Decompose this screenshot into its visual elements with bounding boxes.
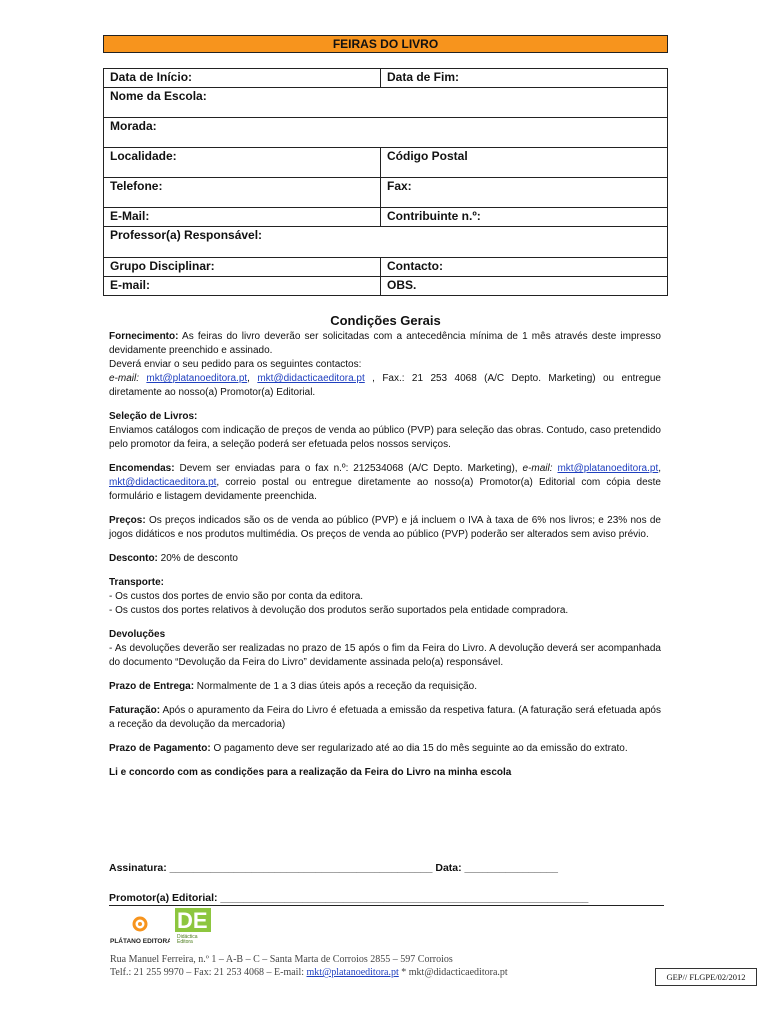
didactica-logo-text: Didáctica <box>177 934 198 940</box>
supply-contacts-rest: , Fax.: 21 253 4068 (A/C Depto. Marketing) ou entregue diretamente ao nosso(a) Promotor(a) Editorial. <box>109 373 661 398</box>
platano-email-link[interactable]: mkt@platanoeditora.pt <box>146 373 248 384</box>
discount-label: Desconto: <box>109 553 158 564</box>
didactica-email-link[interactable]: mkt@didacticaeditora.pt <box>257 373 365 384</box>
invoicing-paragraph <box>109 704 661 732</box>
orders-label: Encomendas: <box>109 463 175 474</box>
supply-paragraph <box>109 330 661 400</box>
payment-label: Prazo de Pagamento: <box>109 743 211 754</box>
delivery-text: Normalmente de 1 a 3 dias úteis após a receção da requisição. <box>194 681 477 692</box>
email-label: e-mail: <box>109 373 140 384</box>
start-date-field[interactable]: Data de Início: <box>104 69 381 88</box>
promoter-line[interactable]: Promotor(a) Editorial: _______________________________________________________________ <box>109 892 664 906</box>
editora-logo-text: Editora <box>177 939 193 944</box>
separator: , <box>658 463 662 474</box>
prices-text: Os preços indicados são os de venda ao público (PVP) e já incluem o IVA à taxa de 6% nos livros; e 23% nos de jogos didáticos e nos produtos multimédia. Os preços de venda ao público (PVP) poderão ser alterados sem aviso prévio. <box>109 515 661 540</box>
delivery-paragraph <box>109 680 661 694</box>
selection-paragraph <box>109 410 661 452</box>
footer <box>110 953 508 979</box>
returns-label: Devoluções <box>109 629 166 640</box>
school-info-form <box>103 68 668 296</box>
transport-line: - Os custos dos portes relativos à devolução dos produtos serão suportados pela entidade compradora. <box>109 605 569 616</box>
delivery-label: Prazo de Entrega: <box>109 681 195 692</box>
platano-leaf-icon <box>110 912 170 946</box>
supply-contacts <box>109 372 661 400</box>
returns-paragraph <box>109 628 661 670</box>
selection-text: Enviamos catálogos com indicação de preços de venda ao público (PVP) para seleção das obras. Contudo, caso pretendido pelo promotor da feira, a seleção poderá ser efetuada pelos nossos serviços. <box>109 425 661 450</box>
subject-group-field[interactable]: Grupo Disciplinar: <box>104 258 381 277</box>
agreement-paragraph <box>109 766 661 780</box>
orders-text-rest: , correio postal ou entregue diretamente ao nosso(a) Promotor(a) Editorial com cópia deste formulário e listagem devidamente preenchida. <box>109 477 661 502</box>
de-logo-icon <box>175 908 215 944</box>
footer-email2: * mkt@didacticaeditora.pt <box>398 967 508 978</box>
platano-logo <box>110 912 170 946</box>
prices-label: Preços: <box>109 515 146 526</box>
payment-text: O pagamento deve ser regularizado até ao dia 15 do mês seguinte ao da emissão do extrato. <box>210 743 628 754</box>
transport-line: - Os custos dos portes de envio são por conta da editora. <box>109 591 364 602</box>
conditions-body <box>109 330 661 790</box>
transport-paragraph <box>109 576 661 618</box>
locality-field[interactable]: Localidade: <box>104 148 381 178</box>
invoicing-text: Após o apuramento da Feira do Livro é efetuada a emissão da respetiva fatura. (A faturação será efetuada após a receção da devolução da mercadoria) <box>109 705 661 730</box>
didactica-email-link[interactable]: mkt@didacticaeditora.pt <box>109 477 217 488</box>
footer-address: Rua Manuel Ferreira, n.º 1 – A-B – C – Santa Marta de Corroios 2855 – 597 Corroios <box>110 954 453 965</box>
prices-paragraph <box>109 514 661 542</box>
payment-paragraph <box>109 742 661 756</box>
postal-code-field[interactable]: Código Postal <box>381 148 668 178</box>
de-logo-letters: DE <box>177 908 208 933</box>
discount-text: 20% de desconto <box>157 553 238 564</box>
form-title: FEIRAS DO LIVRO <box>103 35 668 53</box>
agreement-text: Li e concordo com as condições para a realização da Feira do Livro na minha escola <box>109 767 512 778</box>
discount-paragraph <box>109 552 661 566</box>
footer-email-link[interactable]: mkt@platanoeditora.pt <box>306 967 399 978</box>
teacher-field[interactable]: Professor(a) Responsável: <box>104 227 668 258</box>
conditions-title: Condições Gerais <box>330 313 441 328</box>
phone-field[interactable]: Telefone: <box>104 178 381 208</box>
supply-contacts-intro: Deverá enviar o seu pedido para os seguintes contactos: <box>109 359 362 370</box>
footer-contacts <box>110 966 508 979</box>
signature-line[interactable]: Assinatura: _____________________________________________ Data: ________________ <box>109 862 558 874</box>
obs-field[interactable]: OBS. <box>381 277 668 296</box>
orders-paragraph <box>109 462 661 504</box>
didactica-logo <box>175 908 215 944</box>
address-field[interactable]: Morada: <box>104 118 668 148</box>
footer-phone: Telf.: 21 255 9970 – Fax: 21 253 4068 – E-mail: <box>110 967 307 978</box>
end-date-field[interactable]: Data de Fim: <box>381 69 668 88</box>
contact-field[interactable]: Contacto: <box>381 258 668 277</box>
selection-label: Seleção de Livros: <box>109 411 198 422</box>
taxpayer-field[interactable]: Contribuinte n.º: <box>381 208 668 227</box>
orders-text: Devem ser enviadas para o fax n.º: 212534068 (A/C Depto. Marketing), <box>174 463 523 474</box>
separator: , <box>247 373 250 384</box>
transport-label: Transporte: <box>109 577 165 588</box>
platano-logo-text: PLÁTANO EDITORA <box>110 938 170 945</box>
school-name-field[interactable]: Nome da Escola: <box>104 88 668 118</box>
email2-field[interactable]: E-mail: <box>104 277 381 296</box>
document-code: GEP// FLGPE/02/2012 <box>655 968 757 986</box>
supply-label: Fornecimento: <box>109 331 179 342</box>
fax-field[interactable]: Fax: <box>381 178 668 208</box>
email-field[interactable]: E-Mail: <box>104 208 381 227</box>
invoicing-label: Faturação: <box>109 705 161 716</box>
supply-text: As feiras do livro deverão ser solicitadas com a antecedência mínima de 1 mês através deste impresso devidamente preenchido e assinado. <box>109 331 661 356</box>
email-label: e-mail: <box>522 463 553 474</box>
returns-text: - As devoluções deverão ser realizadas no prazo de 15 após o fim da Feira do Livro. A devolução deverá ser acompanhada do documento “Devolução da Feira do Livro” devidamente assinada pelo(a) responsável. <box>109 643 661 668</box>
platano-email-link[interactable]: mkt@platanoeditora.pt <box>557 463 659 474</box>
